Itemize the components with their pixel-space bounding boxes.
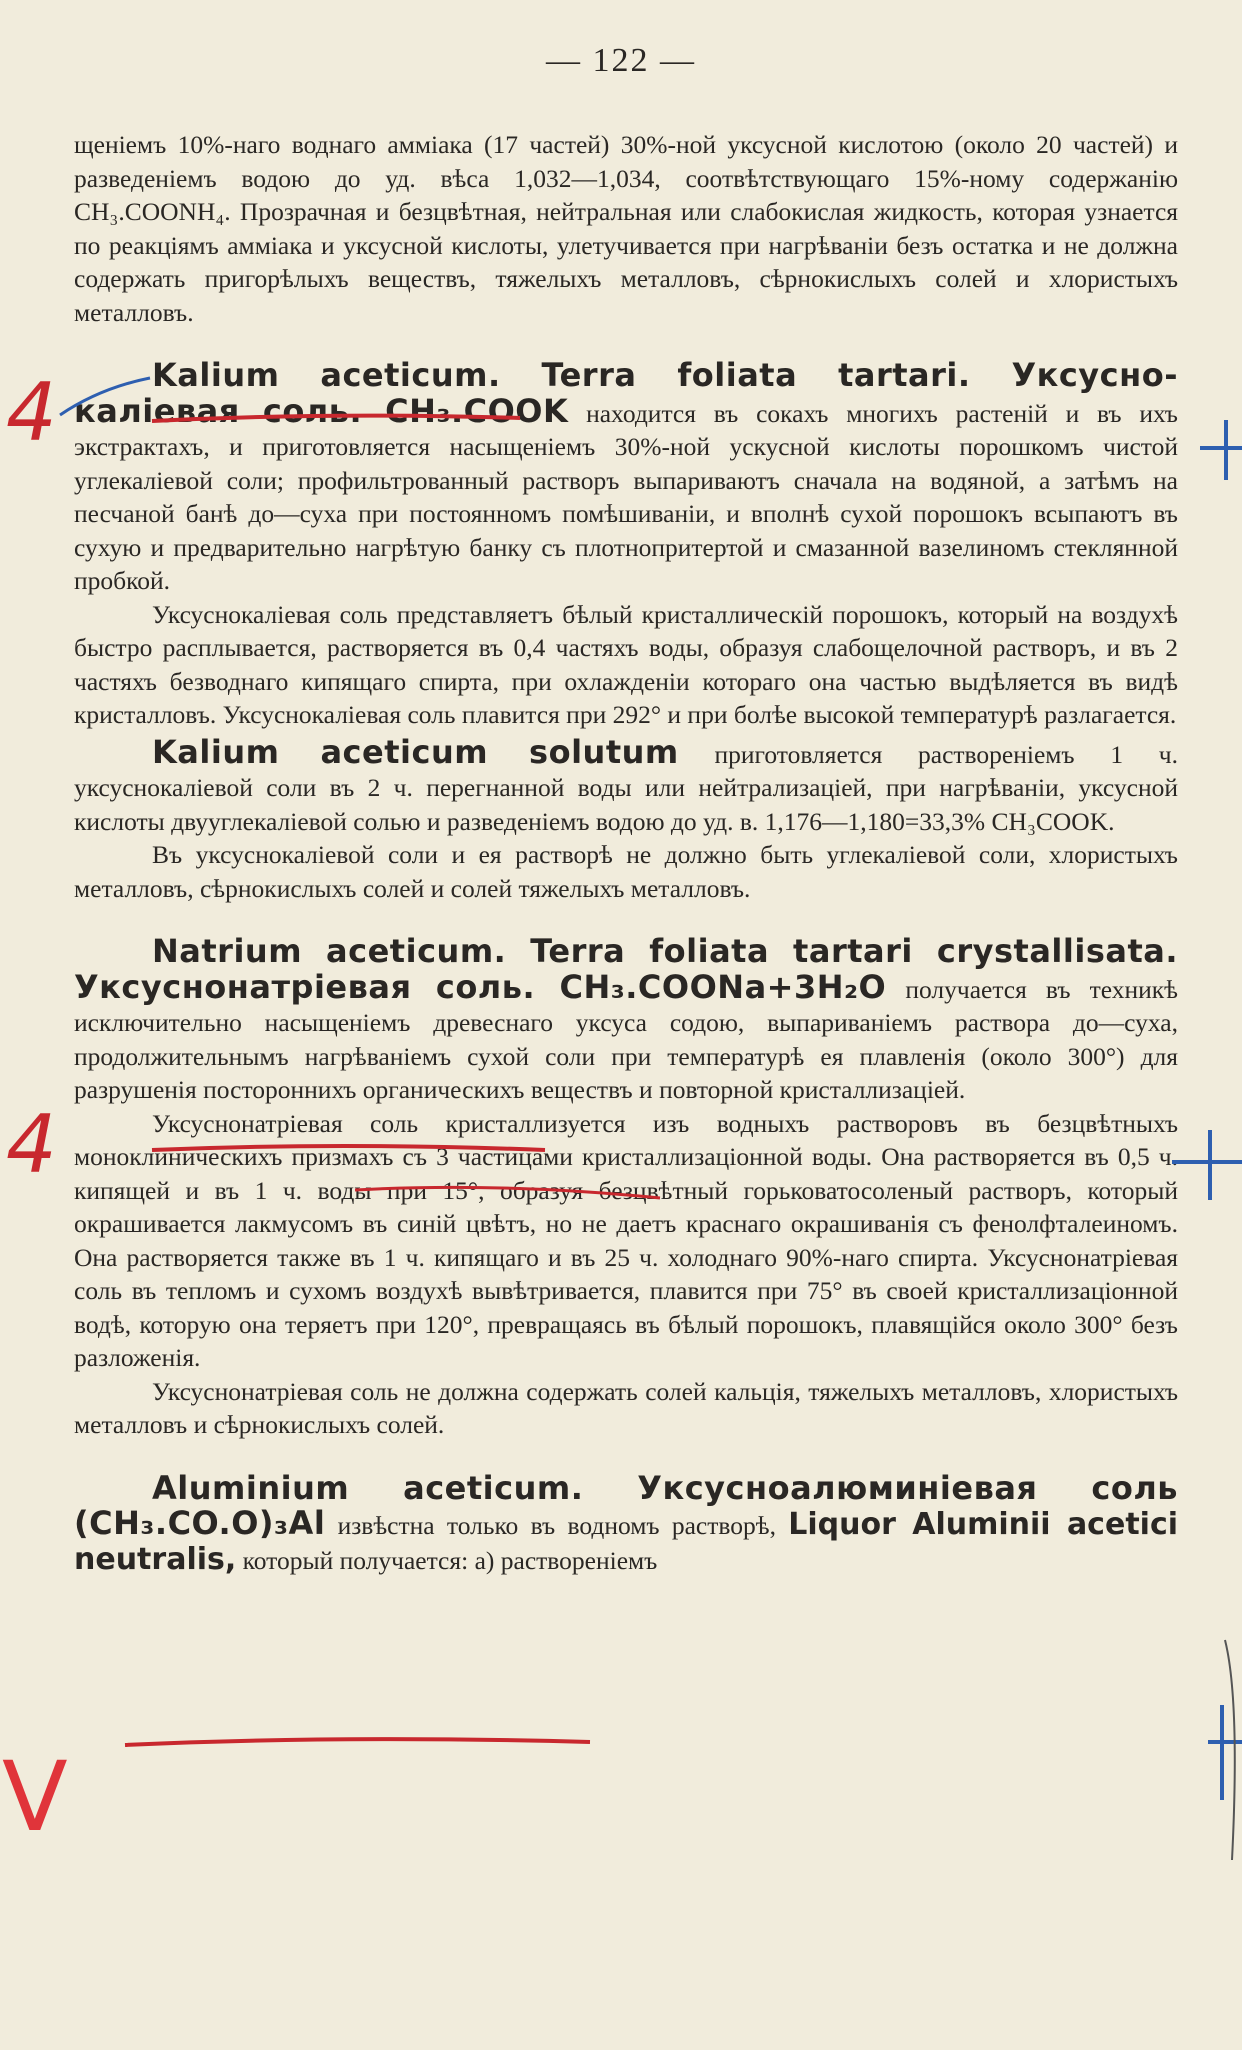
paragraph-kalium-impurities: Въ уксуснокаліевой соли и ея растворѣ не должно быть углекаліевой соли, хлористыхъ металловъ, сѣрнокислыхъ солей и солей тяжелыхъ металловъ. <box>74 840 1178 903</box>
margin-handwriting-3: V <box>2 1741 68 1853</box>
paragraph-natrium-properties: Уксуснонатріевая соль кристаллизуется изъ водныхъ растворовъ въ безцвѣтныхъ моноклиническихъ призмахъ съ 3 частицами кристаллизаціонной воды. Она растворяется въ 0,5 ч. кипящей и въ 1 ч. воды при 15°, образуя безцвѣтный горьковатосоленый растворъ, который окрашивается лакмусомъ въ синій цвѣтъ, но не даетъ краснаго окрашиванія съ фенолфталеиномъ. Она растворяется также въ 1 ч. кипящаго и въ 25 ч. холоднаго 90%-наго спирта. Уксуснонатріевая соль въ тепломъ и сухомъ воздухѣ вывѣтривается, плавится при 75° въ своей кристаллизаціонной водѣ, которую она теряетъ при 120°, превращаясь въ бѣлый порошокъ, плавящійся около 300° безъ разложенія. <box>74 1108 1178 1372</box>
text-kalium-solutum: приготовляется раствореніемъ 1 ч. уксуснокаліевой соли въ 2 ч. перегнанной воды или нейтрализаціей, при нагрѣваніи, уксусной кислоты двууглекаліевой солью и разведеніемъ водою до уд. в. 1,176—1,180=33,3% CH₃COOK. <box>74 739 1179 836</box>
margin-handwriting-2: 4 <box>6 1098 57 1191</box>
margin-mark-3 <box>2 1640 1242 1860</box>
heading-liquor-aluminii: Liquor Aluminii acetici neutralis, <box>74 1507 1179 1577</box>
paragraph-ammonium-continuation: щеніемъ 10%-наго воднаго амміака (17 частей) 30%-ной уксусной кислотою (около 20 частей) и разведеніемъ водою до уд. вѣса 1,032—1,034, соотвѣтствующаго 15%-ному содержанію CH₃.COONH₄. Прозрачная и безцвѣтная, нейтральная или слабокислая жидкость, которая узнается по реакціямъ амміака и уксусной кислоты, улетучивается при нагрѣваніи безъ остатка и не должна содержать пригорѣлыхъ веществъ, тяжелыхъ металловъ, сѣрнокислыхъ солей и хлористыхъ металловъ. <box>74 130 1178 327</box>
paragraph-natrium-impurities: Уксуснонатріевая соль не должна содержать солей кальція, тяжелыхъ металловъ, хлористыхъ металловъ и сѣрнокислыхъ солей. <box>74 1376 1178 1439</box>
heading-kalium-solutum: Kalium aceticum solutum <box>152 732 679 771</box>
margin-mark-2 <box>6 1098 1242 1200</box>
margin-mark-1 <box>6 366 1242 480</box>
text-aluminium-2: который получается: а) раствореніемъ <box>236 1545 658 1575</box>
heading-aluminium-aceticum: Aluminium aceticum. Уксусноалюминіевая соль (CH₃.CO.O)₃Al <box>74 1468 1178 1542</box>
paragraph-kalium-properties: Уксуснокаліевая соль представляетъ бѣлый кристаллическій порошокъ, который на воздухѣ быстро расплывается, растворяется въ 0,4 частяхъ воды, образуя слабощелочной растворъ, и въ 2 частяхъ безводнаго кипящаго спирта, при охлажденіи котораго она частью выдѣляется въ видѣ кристалловъ. Уксуснокаліевая соль плавится при 292° и при болѣе высокой температурѣ разлагается. <box>74 599 1178 729</box>
margin-handwriting-1: 4 <box>6 366 57 459</box>
text-kalium-aceticum: находится въ сокахъ многихъ растеній и въ ихъ экстрактахъ, и приготовляется насыщеніемъ 30%-ной ускусной кислоты порошкомъ чистой углекаліевой соли; профильтрованный растворъ выпариваютъ сначала на водяной, а затѣмъ на песчаной банѣ до—суха при постоянномъ помѣшиваніи, и вполнѣ сухой порошокъ всыпаютъ въ сухую и предварительно нагрѣтую банку съ плотнопритертой и смазанной вазелиномъ стеклянной пробкой. <box>74 398 1178 595</box>
heading-natrium-aceticum: Natrium aceticum. Terra foliata tartari crystallisata. Уксуснонатріевая соль. CH₃.COONa+3H₂O <box>74 932 1178 1006</box>
heading-kalium-aceticum: Kalium aceticum. Terra foliata tartari. Уксусно-каліевая соль. CH₃.COOK <box>74 356 1178 430</box>
text-aluminium-1: извѣстна только въ водномъ растворѣ, <box>325 1511 789 1540</box>
page-number: — 122 — <box>546 42 696 79</box>
text-natrium-aceticum: получается въ техникѣ исключительно насыщеніемъ древеснаго уксуса содою, выпариваніемъ раствора до—суха, продолжительнымъ нагрѣваніемъ сухой соли при температурѣ ея плавленія (около 300°) для разрушенія постороннихъ органическихъ веществъ и повторной кристаллизаціей. <box>74 974 1179 1104</box>
